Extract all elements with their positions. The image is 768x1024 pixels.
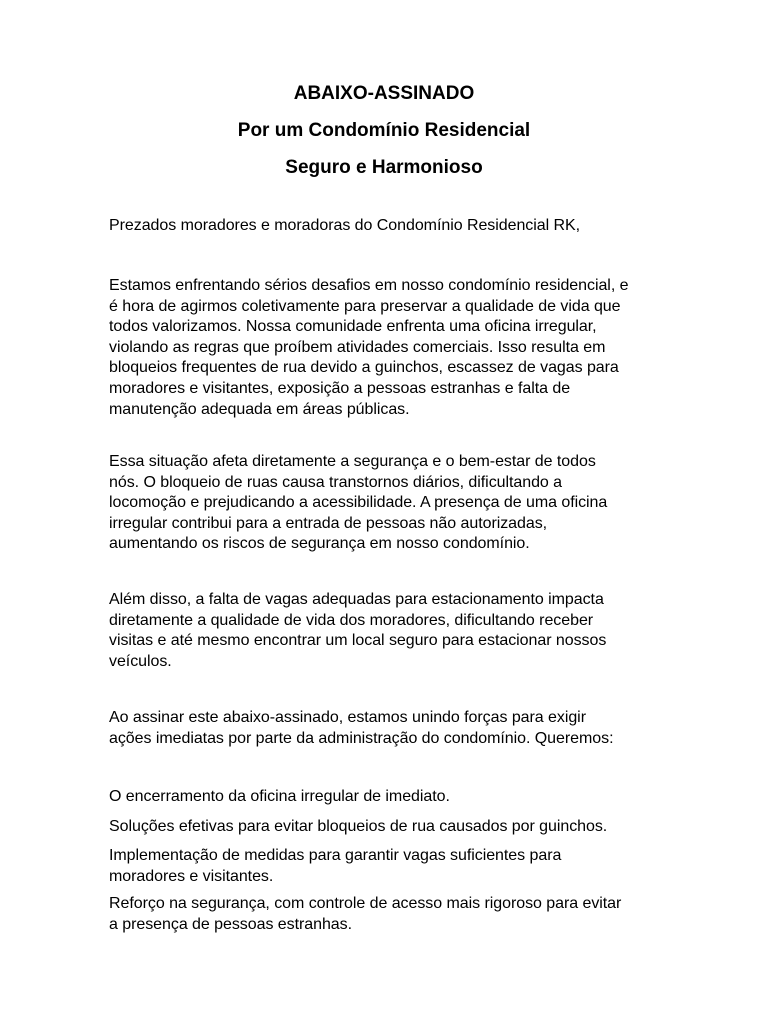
text-line: irregular contribui para a entrada de pessoas não autorizadas, xyxy=(109,514,548,532)
text-line: Estamos enfrentando sérios desafios em nosso condomínio residencial, e xyxy=(109,277,629,294)
text-line: nós. O bloqueio de ruas causa transtornos diários, dificultando a xyxy=(109,473,563,491)
paragraph-safety xyxy=(109,452,669,555)
paragraph-challenges xyxy=(109,276,669,420)
text-line: visitas e até mesmo encontrar um local seguro para estacionar nossos xyxy=(109,632,607,650)
text-line: é hora de agirmos coletivamente para preservar a qualidade de vida que xyxy=(109,297,621,315)
title-line: Seguro e Harmonioso xyxy=(285,157,483,178)
text-line: moradores e visitantes, exposição a pessoas estranhas e falta de xyxy=(109,379,571,397)
paragraph-call-to-action xyxy=(109,708,669,749)
text-line: diretamente a qualidade de vida dos moradores, dificultando receber xyxy=(109,611,594,629)
greeting-paragraph xyxy=(109,216,669,237)
text-line: O encerramento da oficina irregular de imediato. xyxy=(109,788,450,805)
text-line: moradores e visitantes. xyxy=(109,867,274,885)
text-line: todos valorizamos. Nossa comunidade enfrenta uma oficina irregular, xyxy=(109,318,597,336)
paragraph-parking xyxy=(109,590,669,672)
text-line: a presença de pessoas estranhas. xyxy=(109,915,353,933)
demand-item xyxy=(109,894,669,935)
text-line: Prezados moradores e moradoras do Condomínio Residencial RK, xyxy=(109,217,581,234)
text-line: Soluções efetivas para evitar bloqueios de rua causados por guinchos. xyxy=(109,818,608,835)
demand-item xyxy=(109,846,669,887)
text-line: locomoção e prejudicando a acessibilidade. A presença de uma oficina xyxy=(109,494,608,512)
text-line: manutenção adequada em áreas públicas. xyxy=(109,400,410,418)
text-line: bloqueios frequentes de rua devido a guinchos, escassez de vagas para xyxy=(109,359,619,377)
text-line: Essa situação afeta diretamente a segurança e o bem-estar de todos xyxy=(109,453,596,470)
title-line: ABAIXO-ASSINADO xyxy=(293,83,475,104)
text-line: aumentando os riscos de segurança em nosso condomínio. xyxy=(109,535,530,553)
text-line: Implementação de medidas para garantir vagas suficientes para xyxy=(109,847,562,864)
text-line: Ao assinar este abaixo-assinado, estamos unindo forças para exigir xyxy=(109,709,586,726)
text-line: violando as regras que proíbem atividades comerciais. Isso resulta em xyxy=(109,338,606,356)
text-line: veículos. xyxy=(109,652,172,670)
demand-item xyxy=(109,817,669,838)
document-title xyxy=(0,84,768,195)
title-line: Por um Condomínio Residencial xyxy=(237,120,531,141)
text-line: Reforço na segurança, com controle de acesso mais rigoroso para evitar xyxy=(109,895,622,912)
text-line: Além disso, a falta de vagas adequadas para estacionamento impacta xyxy=(109,591,604,608)
text-line: ações imediatas por parte da administração do condomínio. Queremos: xyxy=(109,729,614,747)
demand-item xyxy=(109,787,669,808)
